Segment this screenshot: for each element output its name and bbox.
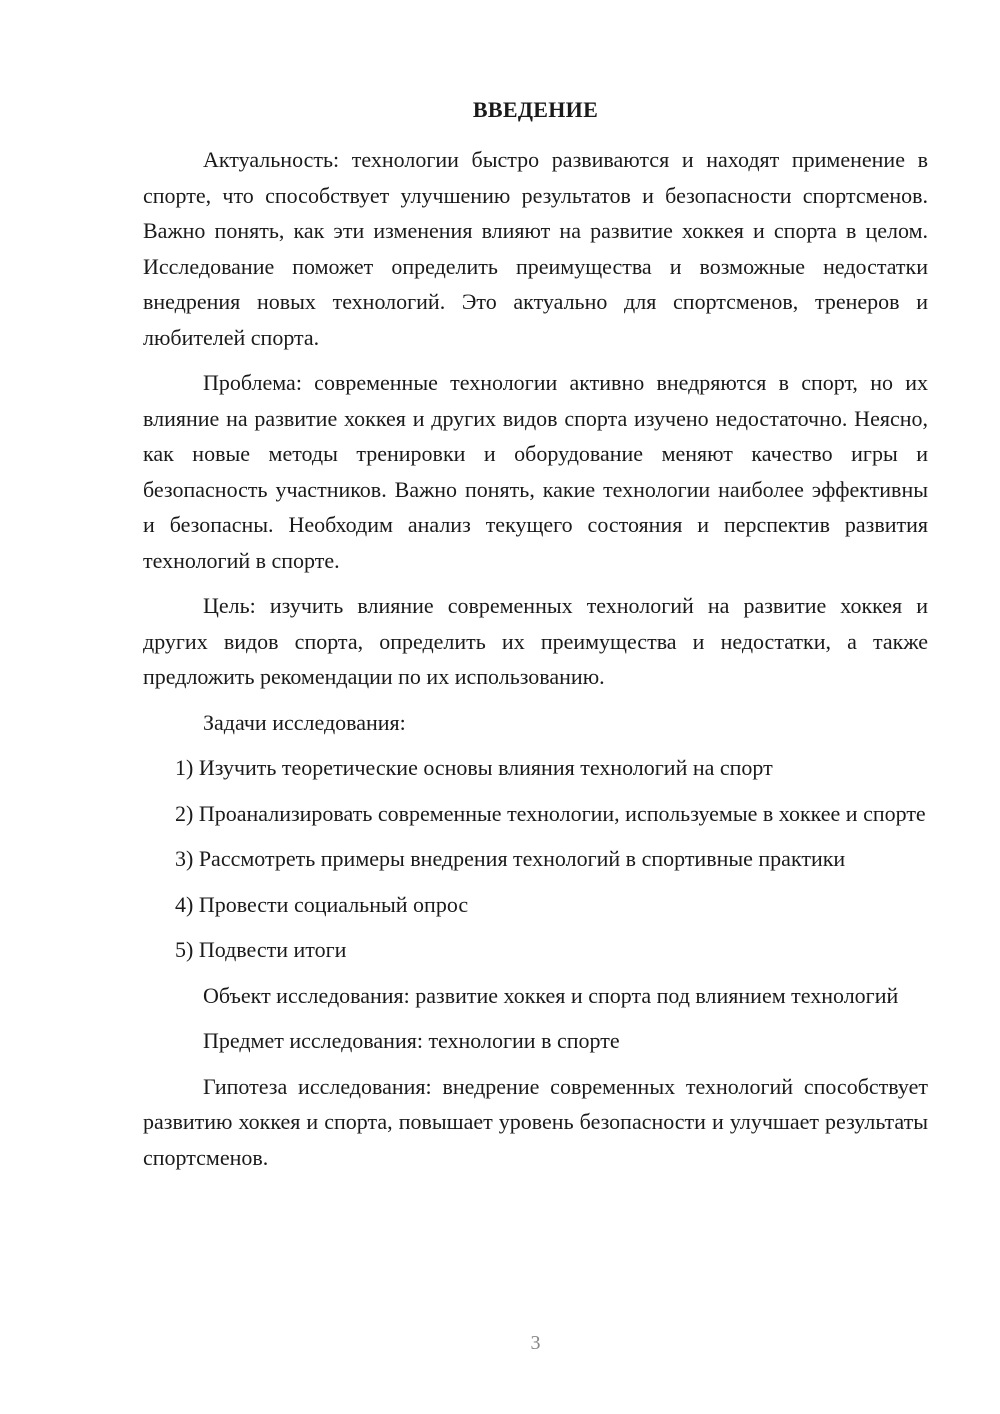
section-title: ВВЕДЕНИЕ [472,97,599,122]
task-item: 4) Провести социальный опрос [175,891,469,917]
document-page [143,0,928,1414]
task-item: 5) Подвести итоги [175,937,347,962]
tasks-heading: Задачи исследования: [203,709,406,735]
subject-paragraph: Предмет исследования: технологии в спорте [203,1028,620,1053]
task-item: 1) Изучить теоретические основы влияния технологий на спорт [175,755,773,780]
hypothesis-paragraph: Гипотеза исследования: внедрение современных технологий способствует развитию хоккея и спорта, повышает уровень безопасности и улучшает результаты спортсменов. [143,1073,928,1170]
page-number: 3 [530,1332,541,1354]
relevance-paragraph: Актуальность: технологии быстро развиваются и находят применение в спорте, что способствует улучшению результатов и безопасности спортсменов. Важно понять, как эти изменения влияют на развитие хоккея и спорта в целом. Исследование поможет определить преимущества и возможные недостатки внедрения новых технологий. Это актуально для спортсменов, тренеров и любителей спорта. [143,147,928,350]
goal-paragraph: Цель: изучить влияние современных технологий на развитие хоккея и других видов спорта, определить их преимущества и недостатки, а также предложить рекомендации по их использованию. [143,593,928,689]
problem-paragraph: Проблема: современные технологии активно внедряются в спорт, но их влияние на развитие хоккея и других видов спорта изучено недостаточно. Неясно, как новые методы тренировки и оборудование меняют качество игры и безопасность участников. Важно понять, какие технологии наиболее эффективны и безопасны. Необходим анализ текущего состояния и перспектив развития технологий в спорте. [143,370,928,573]
object-paragraph: Объект исследования: развитие хоккея и спорта под влиянием технологий [203,982,899,1008]
task-item: 2) Проанализировать современные технологии, используемые в хоккее и спорте [175,800,926,826]
task-item: 3) Рассмотреть примеры внедрения технологий в спортивные практики [175,846,846,871]
document-body [143,142,928,1185]
